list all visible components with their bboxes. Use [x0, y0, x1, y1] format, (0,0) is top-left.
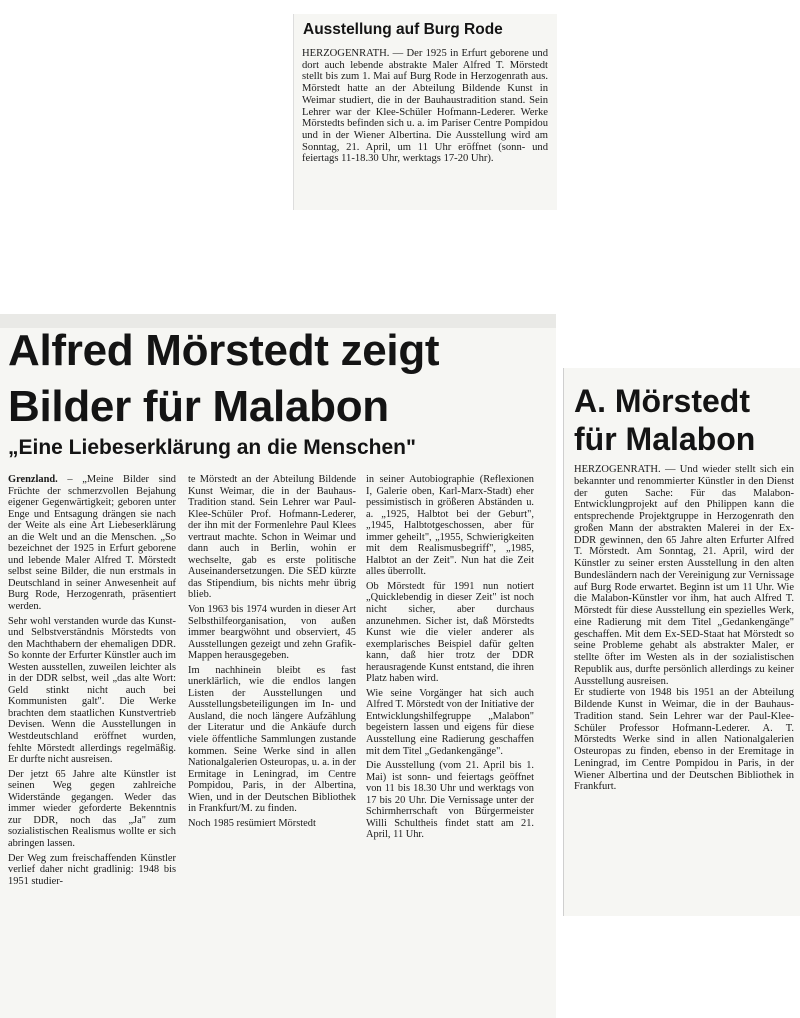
clipping-small-body: HERZOGENRATH. — Der 1925 in Erfurt geborene und dort auch lebende abstrakte Maler Alfred T. Mörstedt stellt bis zum 1. Mai auf Burg Rode in Herzogenrath aus. Mörstedt hatte an der Abteilung Bildende Kunst in Weimar studiert, die in der Bauhaustradition stand. Sein Lehrer war der Klee-Schüler Hofmann-Lederer. Werke Mörstedts befinden sich u. a. im Pariser Centre Pompidou und in der Wiener Albertina. Die Ausstellung wird am Sonntag, 21. April, um 11 Uhr eröffnet (sonn- und feiertags 11-18.30 Uhr, werktags 17-20 Uhr).	[302, 48, 548, 165]
right-headline-line2: für Malabon	[574, 421, 756, 457]
column-2-paragraph-1: te Mörstedt an der Abteilung Bildende Kunst Weimar, die in der Bauhaus-Tradition stand. Sein Lehrer war Paul-Klee-Schüler Prof. Hofmann-Lederer, der ihn mit der Formenlehre Paul Klees vertraut machte. Schon in Weimar und dann auch in Berlin, wohin er wechselte, gab es erste politische Auseinandersetzungen. Die SED kürzte das Stipendium, bis nichts mehr übrig blieb.	[188, 474, 356, 601]
clipping-right	[563, 368, 800, 916]
column-1-paragraph-1: Grenzland. – „Meine Bilder sind Früchte der schmerzvollen Bejahung eigener Gegenwärtigkeit; geboren unter Enge und Entsagung drängen sie nach der Weite als eine Art Liebeserklärung an die Welt und an die Menschen. „So bezeichnet der 1925 in Erfurt geborene und lebende Maler Alfred T. Mörstedt selbst seine Bilder, die nun erstmals in Deutschland in seiner Anwesenheit auf Burg Rode, Herzogenrath, präsentiert werden.	[8, 474, 176, 613]
right-paragraph-1: HERZOGENRATH. — Und wieder stellt sich ein bekannter und renommierter Künstler in den Dienst der guten Sache: Für das Malabon-Entwicklungprojekt auf den Philippen kann die entsprechende Projektgruppe in Herzogenrath den großen Mann der abstrakten Malerei in der Ex-DDR gewinnen, den 65 Jahre alten Erfurter Alfred T. Mörstedt. Am Sonntag, 21. April, wird der Künstler zu seiner ersten Ausstellung in den alten Bundesländern nach der Vereinigung zur Vernissage auf Burg Rode erwartet. Beginn ist um 11 Uhr. Wie die Malabon-Künstler vor ihm, hat auch Alfred T. Mörstedt für diese Ausstellung ein spezielles Werk, eine Radierung mit dem Titel „Gedankengänge" geschaffen. Mit dem Ex-SED-Staat hat Mörstedt so seine Probleme gehabt als abstrakter Maler, er stellte öfter im Westen als in der sozialistischen Republik aus, durfte persönlich allerdings zu keiner Ausstellung ausreisen.	[574, 464, 794, 687]
column-1-paragraph-3: Der jetzt 65 Jahre alte Künstler ist seinen Weg gegen zahlreiche Widerstände gegangen. Weder das immer wieder geforderte Bekenntnis zur DDR, noch das „Ja" zum sozialistischen Realismus wollte er sich abringen lassen.	[8, 768, 176, 849]
clipping-small	[293, 14, 557, 210]
column-3-paragraph-3: Wie seine Vorgänger hat sich auch Alfred T. Mörstedt von der Initiative der Entwicklungshilfegruppe „Malabon" begeistern lassen und eigens für diese Ausstellung eine Radierung geschaffen mit dem Titel „Gedankengänge".	[366, 687, 534, 757]
dateline: Grenzland.	[8, 474, 58, 485]
column-2-paragraph-3: Im nachhinein bleibt es fast unerklärlich, wie die endlos langen Listen der Ausstellungen und Ausstellungsbeteiligungen im In- und Ausland, die noch längere Aufzählung der Literatur und die Ankäufe durch viele öffentliche Sammlungen zustande kommen. Seine Werke sind in allen Nationalgalerien Osteuropas, u. a. in der Ermitage in Leningrad, im Centre Pompidou, Paris, in der Albertina, Wien, und in der Deutschen Bibliothek in Frankfurt/M. zu finden.	[188, 664, 356, 815]
column-2-paragraph-2: Von 1963 bis 1974 wurden in dieser Art Selbsthilfeorganisation, von außen immer beargwöhnt und observiert, 45 Ausstellungen gezeigt und zehn Grafik-Mappen herausgegeben.	[188, 604, 356, 662]
right-article-body	[574, 464, 794, 793]
column-2-paragraph-4: Noch 1985 resümiert Mörstedt	[188, 817, 316, 829]
column-3-paragraph-1: in seiner Autobiographie (Reflexionen I, Galerie oben, Karl-Marx-Stadt) eher pessimistisch in größeren Abständen u. a. „1925, Halbtot bei der Geburt", „1945, Halbtotgeschossen, aber für immer geheilt", „1955, Schwierigkeiten mit dem Realismusbegriff", „1985, Halbtot an der Zeit". Nun hat die Zeit alles überrollt.	[366, 474, 534, 578]
clipping-main	[0, 314, 556, 1018]
clipping-small-headline: Ausstellung auf Burg Rode	[303, 21, 503, 38]
column-3-paragraph-4: Die Ausstellung (vom 21. April bis 1. Mai) ist sonn- und feiertags geöffnet von 11 bis 18.30 Uhr und werktags von 17 bis 20 Uhr. Die Vernissage unter der Schirmherrschaft von Bürgermeister Willi Schultheis findet statt am 21. April, 11 Uhr.	[366, 760, 534, 841]
article-column-2	[188, 474, 356, 832]
column-3-paragraph-2: Ob Mörstedt für 1991 nun notiert „Quicklebendig in dieser Zeit" ist noch nicht sicher, aber durchaus anzunehmen. Sicher ist, daß Mörstedts Kunst wie die vieler anderer als exemplarisches Beispiel dafür gelten kann, daß hier trotz der DDR herausragende Kunst entstand, die ihren Platz haben wird.	[366, 580, 534, 685]
column-1-paragraph-2: Sehr wohl verstanden wurde das Kunst- und Selbstverständnis Mörstedts von den Machthabern der ehemaligen DDR. So konnte der Erfurter Künstler auch im Westen ausstellen, zuweilen leichter als in der DDR selbst, weil „das alte Wort: Geld stinkt nicht auch bei Kommunisten galt". Die Werke brachten dem staatlichen Kunstvertrieb Devisen. Wenn die Ausstellungen in Westdeutschland eröffnet wurden, fehlte Mörstedt allerdings regelmäßig. Er durfte nicht ausreisen.	[8, 615, 176, 766]
main-headline-line2: Bilder für Malabon	[8, 382, 389, 431]
right-headline	[574, 382, 755, 458]
main-headline-line1: Alfred Mörstedt zeigt	[8, 326, 440, 375]
right-paragraph-2: Er studierte von 1948 bis 1951 an der Abteilung Bildende Kunst in Weimar, die in der Bauhaus-Tradition stand. Sein Lehrer war der Paul-Klee-Schüler Professor Hofmann-Lederer. A. T. Mörstedts Werke sind in allen Nationalgalerien Osteuropas zu finden, ebenso in der Eremitage in Leningrad, im Centre Pompidou in Paris, in der Wiener Albertina und der Deutschen Bibliothek in Frankfurt.	[574, 687, 794, 793]
right-headline-line1: A. Mörstedt	[574, 383, 750, 419]
article-column-3	[366, 474, 534, 844]
main-headline	[8, 326, 439, 432]
main-subheadline: „Eine Liebeserklärung an die Menschen"	[8, 436, 416, 459]
article-column-1	[8, 474, 176, 890]
column-1-paragraph-4: Der Weg zum freischaffenden Künstler verlief daher nicht gradlinig: 1948 bis 1951 studier-	[8, 852, 176, 887]
